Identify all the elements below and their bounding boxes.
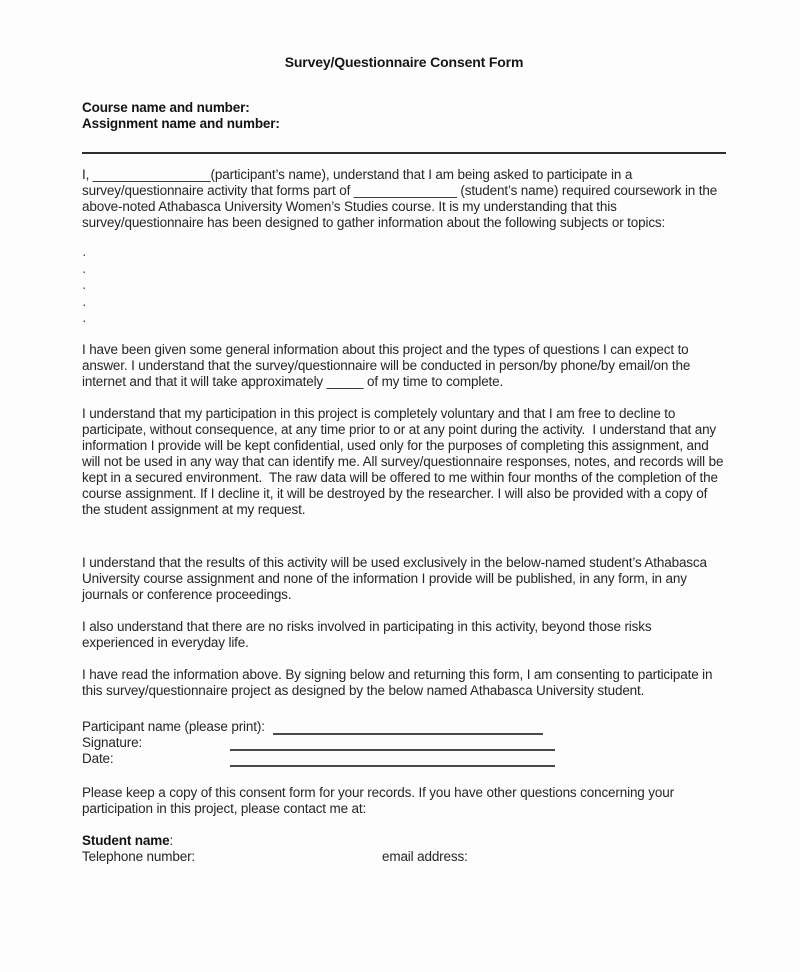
signature-block [82, 719, 726, 767]
date-line [230, 752, 555, 767]
results-usage-paragraph: I understand that the results of this activity will be used exclusively in the below-named student’s Athabasca University course assignment and none of the information I provide will be published, in any form, in any journals or conference proceedings. [82, 554, 711, 602]
signature-line [230, 736, 555, 751]
bullet-item: · [82, 313, 87, 328]
header-divider [82, 152, 726, 154]
keep-copy-paragraph: Please keep a copy of this consent form for your records. If you have other questions concerning your participation in this project, please contact me at: [82, 784, 678, 816]
no-risks-paragraph: I also understand that there are no risks involved in participating in this activity, beyond those risks experienced in everyday life. [82, 618, 656, 650]
bullet-item: · [82, 247, 87, 262]
voluntary-participation-paragraph: I understand that my participation in this project is completely voluntary and that I am free to decline to participate, without consequence, at any time prior to or at any point during the activity. I understand that any information I provide will be kept confidential, used only for the purposes of completing this assignment, and will not be used in any way that can identify me. All survey/questionnaire responses, notes, and records will be kept in a secured environment. The raw data will be offered to me within four months of the completion of the course assignment. If I decline it, it will be destroyed by the researcher. I will also be provided with a copy of the student assignment at my request. [82, 405, 727, 517]
date-row [82, 751, 726, 767]
bullet-item: · [82, 263, 87, 279]
bullet-item: · [82, 296, 87, 312]
student-name-row [82, 833, 726, 849]
student-name-label: Student name [82, 832, 170, 848]
bullet-item: · [82, 280, 87, 295]
participant-name-row [82, 719, 726, 735]
consent-statement-paragraph: I have read the information above. By signing below and returning this form, I am consenting to participate in this survey/questionnaire project as designed by the below named Athabasca University student. [82, 666, 716, 698]
email-address-label: email address: [382, 848, 468, 864]
general-information-paragraph: I have been given some general information about this project and the types of questions I can expect to answer. I understand that the survey/questionnaire will be conducted in person/by phone/by email/on the internet and that it will take approximately _____ of my time to complete. [82, 341, 694, 389]
assignment-name-label: Assignment name and number: [82, 116, 280, 131]
signature-row [82, 735, 726, 751]
page-title: Survey/Questionnaire Consent Form [284, 54, 524, 70]
footer-block [82, 785, 726, 865]
date-label: Date: [82, 750, 114, 766]
participant-name-label: Participant name (please print): [82, 718, 265, 734]
telephone-number-label: Telephone number: [82, 848, 196, 864]
participant-name-line [273, 720, 543, 735]
topics-bullet-list [82, 247, 726, 330]
course-name-label: Course name and number: [82, 100, 250, 115]
contact-row [82, 849, 726, 865]
intro-paragraph: I, ________________(participant’s name), understand that I am being asked to participate in a survey/questionnaire activity that forms part of ______________ (student’s name) required coursework in the above-noted Athabasca University Women’s Studies course. It is my understanding that this survey/questionnaire has been designed to gather information about the following subjects or topics: [82, 167, 721, 230]
signature-label: Signature: [82, 734, 143, 750]
student-name-colon: : [169, 832, 174, 848]
